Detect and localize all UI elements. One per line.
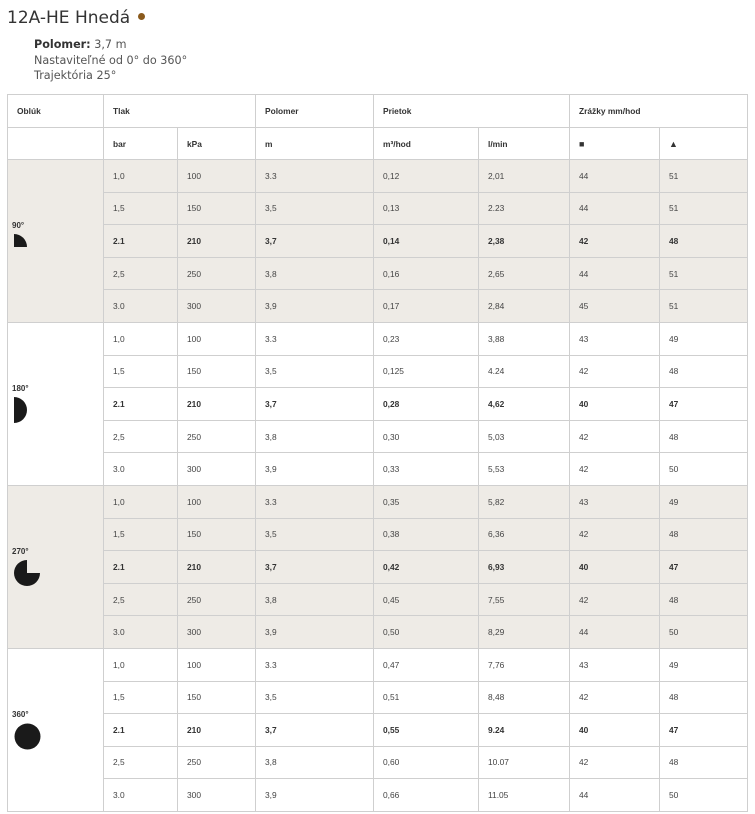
cell-radius-m: 3.3 [256, 485, 374, 518]
units-blank [8, 128, 104, 160]
three-quarter-circle-icon [14, 560, 41, 587]
cell-flow-lmin: 10.07 [479, 746, 570, 779]
cell-precip-square: 42 [570, 420, 660, 453]
cell-flow-m3: 0,50 [374, 616, 479, 649]
cell-precip-square: 42 [570, 746, 660, 779]
cell-flow-lmin: 8,48 [479, 681, 570, 714]
cell-radius-m: 3,5 [256, 681, 374, 714]
cell-flow-m3: 0,38 [374, 518, 479, 551]
arc-cell [8, 648, 104, 811]
table-row [8, 290, 748, 323]
cell-flow-lmin: 9.24 [479, 714, 570, 747]
cell-flow-lmin: 3,88 [479, 322, 570, 355]
title-text: 12A-HE Hnedá [7, 8, 131, 28]
table-row [8, 583, 748, 616]
cell-kpa: 210 [178, 388, 256, 421]
cell-flow-m3: 0,35 [374, 485, 479, 518]
cell-kpa: 100 [178, 322, 256, 355]
cell-precip-triangle: 49 [660, 322, 748, 355]
cell-bar: 1,0 [104, 485, 178, 518]
arc-wrap [12, 547, 103, 587]
cell-flow-lmin: 6,36 [479, 518, 570, 551]
table-row [8, 420, 748, 453]
cell-kpa: 100 [178, 160, 256, 193]
cell-kpa: 210 [178, 551, 256, 584]
arc-label: 180° [12, 383, 29, 393]
cell-radius-m: 3,7 [256, 225, 374, 258]
cell-kpa: 300 [178, 779, 256, 812]
cell-flow-lmin: 2,84 [479, 290, 570, 323]
cell-flow-m3: 0,45 [374, 583, 479, 616]
cell-radius-m: 3,5 [256, 355, 374, 388]
cell-radius-m: 3,9 [256, 616, 374, 649]
arc-cell [8, 160, 104, 323]
arc-cell [8, 485, 104, 648]
arc-cell [8, 322, 104, 485]
units-row [8, 128, 748, 160]
cell-flow-lmin: 5,03 [479, 420, 570, 453]
table-row [8, 485, 748, 518]
cell-radius-m: 3,8 [256, 583, 374, 616]
cell-flow-m3: 0,42 [374, 551, 479, 584]
cell-precip-triangle: 51 [660, 290, 748, 323]
cell-flow-m3: 0,47 [374, 648, 479, 681]
color-dot-icon [138, 13, 145, 20]
cell-precip-square: 42 [570, 225, 660, 258]
cell-precip-triangle: 48 [660, 355, 748, 388]
table-row [8, 355, 748, 388]
cell-precip-square: 44 [570, 779, 660, 812]
table-row [8, 225, 748, 258]
cell-bar: 1,5 [104, 518, 178, 551]
cell-bar: 3.0 [104, 453, 178, 486]
cell-precip-triangle: 50 [660, 453, 748, 486]
cell-precip-triangle: 47 [660, 388, 748, 421]
cell-bar: 1,5 [104, 192, 178, 225]
cell-kpa: 250 [178, 420, 256, 453]
table-row [8, 257, 748, 290]
cell-flow-lmin: 7,76 [479, 648, 570, 681]
arc-wrap [12, 710, 103, 750]
cell-precip-square: 40 [570, 714, 660, 747]
cell-precip-triangle: 48 [660, 746, 748, 779]
table-row [8, 388, 748, 421]
cell-precip-square: 42 [570, 453, 660, 486]
page-title [7, 8, 145, 28]
header-flow: Prietok [374, 95, 570, 128]
cell-bar: 1,0 [104, 160, 178, 193]
unit-kpa: kPa [178, 128, 256, 160]
cell-flow-m3: 0,30 [374, 420, 479, 453]
radius-line [34, 37, 187, 53]
performance-table [7, 94, 748, 812]
cell-precip-square: 45 [570, 290, 660, 323]
cell-radius-m: 3,5 [256, 518, 374, 551]
table-row [8, 551, 748, 584]
cell-bar: 3.0 [104, 779, 178, 812]
header-precip: Zrážky mm/hod [570, 95, 748, 128]
cell-flow-m3: 0,55 [374, 714, 479, 747]
cell-kpa: 300 [178, 453, 256, 486]
cell-bar: 2,5 [104, 746, 178, 779]
cell-precip-square: 42 [570, 355, 660, 388]
cell-bar: 2.1 [104, 714, 178, 747]
header-pressure: Tlak [104, 95, 256, 128]
cell-precip-square: 42 [570, 583, 660, 616]
cell-flow-lmin: 2,38 [479, 225, 570, 258]
table-row [8, 648, 748, 681]
cell-precip-triangle: 50 [660, 616, 748, 649]
radius-value: 3,7 m [94, 38, 127, 51]
cell-flow-m3: 0,28 [374, 388, 479, 421]
cell-flow-m3: 0,60 [374, 746, 479, 779]
table-row [8, 160, 748, 193]
cell-kpa: 100 [178, 485, 256, 518]
table-row [8, 746, 748, 779]
cell-flow-m3: 0,14 [374, 225, 479, 258]
cell-precip-square: 42 [570, 681, 660, 714]
cell-kpa: 150 [178, 192, 256, 225]
header-radius: Polomer [256, 95, 374, 128]
cell-flow-lmin: 4.24 [479, 355, 570, 388]
cell-flow-m3: 0,125 [374, 355, 479, 388]
cell-precip-triangle: 49 [660, 485, 748, 518]
arc-label: 270° [12, 546, 29, 556]
cell-flow-m3: 0,23 [374, 322, 479, 355]
cell-flow-lmin: 2.23 [479, 192, 570, 225]
unit-m: m [256, 128, 374, 160]
cell-precip-square: 44 [570, 257, 660, 290]
table-row [8, 779, 748, 812]
cell-bar: 1,5 [104, 355, 178, 388]
cell-flow-lmin: 8,29 [479, 616, 570, 649]
table-row [8, 453, 748, 486]
adjustable-line: Nastaviteľné od 0° do 360° [34, 53, 188, 67]
cell-flow-m3: 0,51 [374, 681, 479, 714]
cell-bar: 3.0 [104, 290, 178, 323]
cell-precip-triangle: 51 [660, 160, 748, 193]
cell-flow-m3: 0,66 [374, 779, 479, 812]
cell-precip-triangle: 48 [660, 225, 748, 258]
cell-kpa: 250 [178, 257, 256, 290]
cell-radius-m: 3,9 [256, 290, 374, 323]
cell-flow-m3: 0,12 [374, 160, 479, 193]
arc-label: 90° [12, 220, 25, 230]
table-row [8, 192, 748, 225]
cell-radius-m: 3.3 [256, 648, 374, 681]
cell-kpa: 150 [178, 518, 256, 551]
cell-kpa: 150 [178, 681, 256, 714]
cell-bar: 2,5 [104, 257, 178, 290]
half-circle-icon [14, 397, 28, 424]
cell-radius-m: 3.3 [256, 322, 374, 355]
cell-bar: 2.1 [104, 225, 178, 258]
cell-bar: 2.1 [104, 388, 178, 421]
cell-flow-m3: 0,17 [374, 290, 479, 323]
cell-precip-square: 44 [570, 160, 660, 193]
table-row [8, 714, 748, 747]
cell-flow-lmin: 5,82 [479, 485, 570, 518]
trajectory-line: Trajektória 25° [34, 69, 117, 82]
header-arc: Oblúk [8, 95, 104, 128]
triangle-spacing-icon: ▲ [660, 128, 748, 160]
cell-radius-m: 3,8 [256, 257, 374, 290]
cell-kpa: 150 [178, 355, 256, 388]
cell-kpa: 100 [178, 648, 256, 681]
cell-kpa: 250 [178, 746, 256, 779]
quarter-circle-icon [14, 234, 28, 248]
cell-precip-triangle: 47 [660, 551, 748, 584]
arc-label: 360° [12, 709, 29, 719]
table-row [8, 681, 748, 714]
cell-flow-lmin: 2,01 [479, 160, 570, 193]
cell-precip-triangle: 48 [660, 420, 748, 453]
cell-precip-triangle: 48 [660, 681, 748, 714]
cell-radius-m: 3,9 [256, 453, 374, 486]
cell-precip-square: 43 [570, 648, 660, 681]
cell-precip-square: 43 [570, 322, 660, 355]
cell-radius-m: 3,7 [256, 388, 374, 421]
cell-kpa: 300 [178, 616, 256, 649]
cell-precip-triangle: 48 [660, 583, 748, 616]
header-row [8, 95, 748, 128]
cell-flow-lmin: 6,93 [479, 551, 570, 584]
cell-precip-square: 40 [570, 388, 660, 421]
unit-m3: m³/hod [374, 128, 479, 160]
table-row [8, 616, 748, 649]
cell-kpa: 300 [178, 290, 256, 323]
cell-precip-square: 44 [570, 616, 660, 649]
cell-precip-triangle: 49 [660, 648, 748, 681]
cell-precip-triangle: 51 [660, 192, 748, 225]
cell-bar: 1,0 [104, 322, 178, 355]
cell-precip-triangle: 50 [660, 779, 748, 812]
cell-radius-m: 3,7 [256, 714, 374, 747]
unit-lmin: l/min [479, 128, 570, 160]
cell-kpa: 250 [178, 583, 256, 616]
cell-radius-m: 3,7 [256, 551, 374, 584]
cell-radius-m: 3.3 [256, 160, 374, 193]
cell-precip-square: 43 [570, 485, 660, 518]
cell-bar: 1,5 [104, 681, 178, 714]
cell-bar: 3.0 [104, 616, 178, 649]
cell-precip-triangle: 51 [660, 257, 748, 290]
product-info [34, 37, 187, 84]
cell-precip-square: 42 [570, 518, 660, 551]
cell-bar: 1,0 [104, 648, 178, 681]
radius-label: Polomer: [34, 38, 91, 51]
arc-wrap [12, 221, 103, 261]
square-spacing-icon: ■ [570, 128, 660, 160]
cell-flow-lmin: 5,53 [479, 453, 570, 486]
table-row [8, 518, 748, 551]
cell-flow-lmin: 4,62 [479, 388, 570, 421]
cell-precip-square: 40 [570, 551, 660, 584]
cell-bar: 2,5 [104, 583, 178, 616]
arc-wrap [12, 384, 103, 424]
cell-radius-m: 3,8 [256, 420, 374, 453]
cell-flow-lmin: 7,55 [479, 583, 570, 616]
unit-bar: bar [104, 128, 178, 160]
cell-bar: 2.1 [104, 551, 178, 584]
cell-flow-m3: 0,33 [374, 453, 479, 486]
cell-radius-m: 3,9 [256, 779, 374, 812]
cell-radius-m: 3,8 [256, 746, 374, 779]
full-circle-icon [14, 723, 41, 750]
cell-flow-m3: 0,16 [374, 257, 479, 290]
cell-kpa: 210 [178, 714, 256, 747]
cell-flow-lmin: 2,65 [479, 257, 570, 290]
cell-precip-triangle: 47 [660, 714, 748, 747]
cell-flow-lmin: 11.05 [479, 779, 570, 812]
cell-radius-m: 3,5 [256, 192, 374, 225]
cell-precip-triangle: 48 [660, 518, 748, 551]
cell-bar: 2,5 [104, 420, 178, 453]
cell-kpa: 210 [178, 225, 256, 258]
table-row [8, 322, 748, 355]
cell-flow-m3: 0,13 [374, 192, 479, 225]
cell-precip-square: 44 [570, 192, 660, 225]
